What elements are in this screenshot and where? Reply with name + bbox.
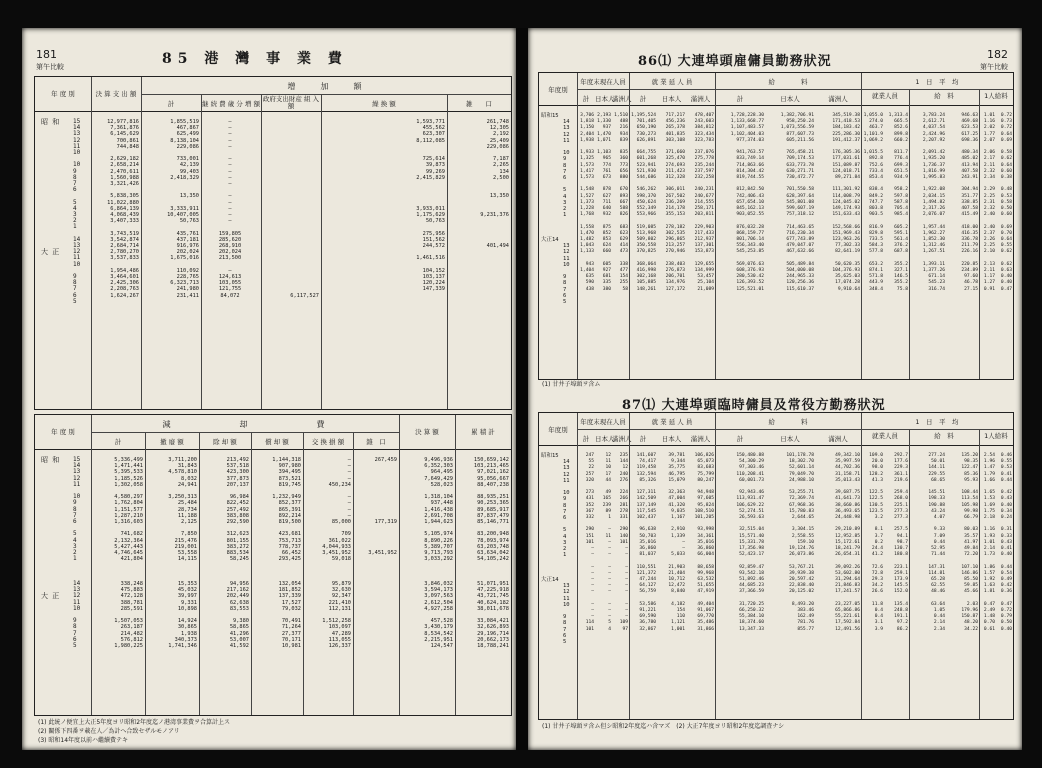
d-working-header: 就業人員 [872, 432, 898, 440]
japanese-header: 日本人 [595, 95, 615, 103]
japanese-header: 日本人 [595, 435, 615, 443]
japanese-header: 日本人 [661, 435, 682, 443]
page-subtitle: 第午比較 [36, 63, 64, 71]
manchurian-header: 滿洲人 [828, 95, 848, 103]
c5-values: 717,217 456,236 265,378 401,835 303,108 371,660 325,470 274,693 211,423 312,328 306,011 267,502 236,269 214,178 355,153 278,182 302,535 296,865 213,257 270,946 238,403 276,873 206,701 134,976 127,172 [665, 113, 685, 292]
footnote: (1) 此統ノ便宜上大正5年度ヨリ昭和2年度迄ノ港湾事業費ヲ合算計上ス [38, 719, 231, 726]
transfer-header: 繰 換 額 [372, 100, 396, 108]
c8-values: 1,382,706.91 958,250.24 1,073,556.59 877,607.73 605,211.56 765,458.21 709,174.53 633,773.78 630,271.71 730,472.77 701,550.58 628,397.64 545,801.08 599,607.19 757,318.12 714,463.65 716,230.34 677,743.89 479,047.07 467,632.66 505,489.84 504,000.08 244,965.33 120,256.36 115,610.37 [780, 113, 814, 292]
manchurian-header: 滿洲人 [690, 435, 711, 443]
c12-values: 3,783.24 2,612.71 4,037.54 2,424.96 2,207.92 2,091.42 1,935.20 1,736.37 1,816.99 1,995.83 1,922.08 2,034.15 1,494.82 2,317.26 2,076.07 1,957.44 1,962.27 1,852.30 1,312.46 1,267.51 1,393.11 1,377.26 671.14 545.23 316.74 [922, 113, 945, 292]
year-labels: 14 13 12 11 10 9 8 7 6 5 4 3 2 1 13 12 11 10 9 8 7 6 5 [563, 119, 570, 306]
repayment-header: 償 却 額 [265, 438, 289, 446]
c6-values: 106,826 65,073 83,683 75,799 80,247 94,948 97,605 95,824 108,510 101,205 93,998 34,361 35,016 36,860 66,004 88,658 99,968 63,532 51,655 47,919 49,404 91,067 69,770 35,486 31,866 [694, 453, 714, 632]
c3-values: 1,510 488 216 934 839 835 360 773 656 880 670 893 667 588 826 683 623 629 414 473 338 477 154 255 58 [614, 113, 628, 292]
c10-values: 1,055.0 274.0 463.7 1,101.9 1,069.2 1,015.5 892.8 752.6 733.4 853.4 838.4 849.2 747.7 803.8 903.5 816.9 829.8 733.5 584.3 577.8 653.2 874.1 571.8 443.9 348.4 [863, 113, 883, 292]
total-header: 計 [736, 95, 744, 103]
manchurian-header: 滿洲人 [690, 95, 711, 103]
annual-header: 年度末現在人員 [580, 78, 626, 86]
settled-header: 決 算 支 出 額 [95, 90, 137, 98]
settled-header: 決 算 額 [415, 428, 439, 436]
manchurian-header: 滿洲人 [612, 95, 632, 103]
c2-values: 12 11 10 17 44 49 165 239 89 1 — 11 — — — — — — — — — — — 5 4 [602, 453, 611, 632]
transfer-values: 1,593,771 455,562 623,307 8,112,085 725,614 39,873 99,269 2,415,829 3,933,011 1,175,629 50,763 275,956 151,562 244,572 1,461,516 104,152 103,137 120,224 147,339 [416, 119, 445, 293]
daily-header: 1 日 平 均 [915, 418, 959, 426]
era-labels: 昭 和 大 正 [41, 456, 60, 601]
table87-footnote: (1) 甘井子埠頭ヲ含ム但シ昭和2年度迄ハ含マズ (2) 大正7年度ヨリ昭和2年度迄調査ナシ [542, 723, 785, 730]
era-labels: 昭和15 大正14 [541, 113, 559, 244]
misc-values: 267,459 177,319 3,451,952 [368, 457, 397, 557]
total-header: 計 [167, 100, 175, 108]
continued-header: 継 続 費 歳 分 増 額 [202, 100, 260, 108]
c14-values: 1.01 1.16 2.02 1.77 2.07 2.06 2.17 2.11 2.32 2.34 2.29 2.25 2.31 2.32 2.40 2.40 2.37 2.26 2.25 2.10 2.13 2.11 1.17 1.27 0.91 [983, 113, 995, 292]
decrease-header: 減 却 費 [162, 420, 328, 429]
depreciation-values: 3,711,200 31,843 4,578,810 8,032 24,941 3,250,313 25,484 28,734 11,188 2,125 7,850 215,476 219,001 53,558 14,115 15,353 45,032 39,997 9,331 10,898 14,924 30,865 1,938 340,373 1,741,346 [168, 457, 197, 650]
manchurian-header: 滿洲人 [612, 435, 632, 443]
c6-values: 478,407 243,603 384,812 323,434 323,783 237,076 275,778 235,244 237,597 232,258 240,231 240,677 214,555 258,171 203,811 229,903 217,433 212,937 137,301 153,873 129,655 134,999 53,457 25,104 21,089 [694, 113, 714, 292]
year-header: 年 度 別 [51, 428, 75, 436]
exchange-values: — — — — 450,234 — — — — 85,000 709 361,022 4,044,933 3,451,952 59,018 95,879 32,630 92,347 221,410 112,131 1,512,258 103,097 47,289 113,055 126,337 [322, 457, 351, 650]
table87 [538, 412, 1014, 720]
table-title: 85 港 灣 事 業 費 [162, 51, 348, 67]
total-header: 計 [639, 435, 647, 443]
cumulative-header: 累 積 計 [471, 428, 495, 436]
gov-funds-header: 政府支出財産 組 入 額 [262, 95, 320, 110]
total-header: 計 [639, 95, 647, 103]
c15-values: 0.72 0.73 0.72 0.64 0.69 0.58 0.62 0.64 0.60 0.38 0.48 0.53 0.58 0.50 0.60 0.69 0.70 0.64 0.55 0.62 0.62 0.63 0.40 0.40 0.47 [1000, 113, 1012, 292]
gov-funds-values: 6,117,527 [290, 292, 319, 299]
per-person-header: 1人給料 [984, 92, 1008, 100]
table87-title: 87⑴ 大連埠頭臨時傭員及常役方勤務狀況 [622, 398, 886, 413]
removal-header: 除 却 額 [213, 438, 237, 446]
c11-values: 1,313.4 665.5 852.6 899.8 660.2 811.7 776.4 699.3 651.5 934.9 958.2 597.8 587.8 705.4 985.4 605.2 595.1 561.4 376.2 687.8 355.2 327.1 146.5 355.2 75.8 [888, 113, 908, 292]
page-number: 182 [987, 48, 1008, 61]
total-header: 計 [582, 435, 590, 443]
year-labels: 15 14 13 12 11 10 10 9 8 7 6 5 4 3 2 1 14 13 12 11 10 9 8 7 6 5 [73, 118, 81, 305]
misc-header: 雜 口 [366, 438, 386, 446]
total-values: 1,855,519 467,867 625,499 8,138,104 229,086 733,001 42,139 99,403 2,418,329 13,350 3,333,911 10,407,005 50,763 435,761 437,181 916,976 202,024 1,675,016 110,092 228,765 6,323,713 241,980 231,411 [167, 119, 199, 299]
c13-values: 946.63 469.68 623.53 617.25 698.36 480.34 485.02 413.94 407.58 243.91 304.94 351.77 338.85 407.58 415.49 418.00 416.35 336.78 211.79 226.16 220.85 234.89 97.60 46.78 27.15 [961, 113, 978, 292]
japanese-header: 日本人 [661, 95, 682, 103]
total-header: 計 [736, 435, 744, 443]
continued-values: — — — — — — — — — — — — — — — 159,805 285,620 268,910 202,024 213,500 — 124,613 103,055 121,755 84,072 [218, 119, 242, 299]
c1-values: 247 55 22 257 320 273 431 352 367 332 290 151 101 — — — — — — — — — — 114 101 [585, 453, 594, 632]
c8-values: 101,178.78 18,302.70 52,601.14 79,049.70 24,988.10 53,255.71 72,369.74 67,968.36 15,780.83 2,644.65 3,304.15 2,558.55 159.10 19,124.76 26,073.86 53,767.21 39,939.38 20,597.42 22,838.40 20,125.02 8,493.20 383.46 162.49 781.76 855.77 [786, 453, 814, 632]
c2-values: 2,193 1,330 937 1,470 1,071 1,103 965 774 761 673 878 627 711 640 932 875 852 853 624 660 605 927 681 335 380 [597, 113, 611, 292]
upper-table [34, 76, 512, 410]
lower-table [34, 414, 512, 716]
misc-values: 261,748 12,305 2,192 25,409 229,086 7,187 2,265 134 2,500 13,350 9,231,376 401,494 [480, 119, 509, 250]
total-header: 計 [114, 438, 122, 446]
c10-values: 109.0 20.0 98.0 128.2 41.3 122.5 122.5 130.5 123.5 3.2 8.1 3.7 0.2 24.4 41.2 72.6 72.8 29.3 34.2 26.6 11.8 0.4 0.4 3.1 3.9 [869, 453, 883, 632]
c13-values: 135.20 98.35 122.47 85.36 95.93 108.44 113.54 105.98 99.98 66.79 80.03 35.57 41.97 49.84 72.20 107.10 146.86 85.50 59.85 45.66 2.03 179.96 150.87 48.20 34.22 [961, 453, 978, 632]
d-wages-header: 給 料 [934, 432, 954, 440]
left-page [22, 28, 516, 750]
c9-values: 345,519.38 171,418.53 184,183.42 225,286.30 191,412.37 176,305.36 177,031.61 151,089.87 124,018.71 89,271.84 111,301.92 114,008.79 124,045.02 149,174.93 151,633.43 152,568.66 151,969.43 123,963.26 77,302.33 82,641.19 50,620.35 104,376.93 35,625.03 17,074.28 9,910.64 [832, 113, 860, 292]
d-working-header: 就業人員 [872, 92, 898, 100]
cumulative-values: 150,659,142 103,213,465 97,021,162 95,056,667 88,407,238 88,935,251 90,253,365 89,685,917 87,837,479 85,146,771 83,200,948 78,093,974 63,203,748 63,634,042 54,105,242 51,071,951 47,225,918 43,721,745 40,624,182 38,011,678 33,084,421 32,626,893 29,196,714 20,662,173 18,788,241 [473, 457, 509, 650]
header-rule [141, 94, 511, 95]
c7-values: 150,480.88 54,300.29 97,303.46 110,208.41 60,001.73 92,943.46 113,931.47 106,629.22 52,274.51 26,593.63 32,515.04 15,571.40 15,331.78 17,356.98 52,423.17 92,859.47 93,542.18 51,892.46 44,685.23 37,366.59 31,720.25 66,250.32 55,384.10 18,374.60 13,347.33 [736, 453, 764, 632]
repayment-values: 1,144,318 907,980 394,495 873,521 819,745 1,232,949 852,377 865,391 892,214 819,500 423,681 753,713 778,737 66,452 293,425 132,054 181,852 137,339 17,527 79,032 70,491 71,264 27,377 70,171 10,981 [272, 457, 301, 650]
era-labels: 昭 和 大 正 [41, 118, 60, 257]
page-subtitle: 第午比較 [980, 63, 1008, 71]
footnote: (2) 關係下四番ヲ載在人／為計へ合致セザルモノアリ [38, 728, 180, 735]
table86-title: 86⑴ 大連埠頭雇傭員勤務狀況 [638, 54, 832, 69]
year-header: 年 度 別 [51, 90, 75, 98]
table86 [538, 72, 1014, 380]
c5-values: 39,781 9,344 35,775 46,795 15,079 32,363 47,004 41,320 9,035 1,167 2,910 1,339 — — 5,033 21,903 21,404 10,712 12,472 8,840 4,182 154 110 1,121 1,001 [668, 453, 685, 632]
d-wages-header: 給 料 [934, 92, 954, 100]
c1-values: 3,706 1,818 1,150 2,404 1,938 1,933 1,325 1,573 1,417 1,573 1,548 1,527 1,373 1,228 1,768 1,558 1,470 1,482 1,043 1,133 943 1,404 635 590 438 [580, 113, 594, 292]
c3-values: 235 144 12 240 276 224 266 281 278 331 290 140 101 — — — — — — — — — — 109 97 [619, 453, 628, 632]
c14-values: 2.54 1.96 1.47 1.79 1.66 1.65 1.53 1.69 1.75 2.18 1.16 1.93 1.01 2.14 1.73 1.86 1.57 1.92 1.63 1.81 0.47 2.49 1.48 0.70 0.61 [983, 453, 995, 632]
japanese-header: 日本人 [780, 95, 800, 103]
settled-values: 9,496,936 6,352,303 964,495 7,649,429 528,023 1,318,104 937,448 1,416,438 2,691,708 1,944,623 5,105,974 8,890,226 5,389,707 9,713,793 3,033,292 3,846,032 3,594,173 3,097,563 2,612,504 4,927,258 457,528 3,430,179 8,534,542 2,215,951 124,547 [424, 457, 453, 650]
c7-values: 1,728,228.30 1,133,668.77 1,107,483.57 1,102,404.03 977,374.03 941,763.57 833,749.14 714,863.66 814,304.42 819,744.55 812,842.50 742,406.43 657,654.10 845,162.13 903,052.55 876,032.28 868,159.77 801,706.14 556,343.40 545,253.85 569,076.63 608,376.93 280,530.42 126,393.52 125,521.01 [730, 113, 764, 292]
year-labels: 15 14 13 12 11 10 9 8 7 6 5 4 3 2 1 14 13 12 11 10 9 8 7 6 5 [73, 456, 81, 650]
page-number: 181 [36, 48, 57, 61]
c11-values: 292.7 177.6 229.3 361.1 219.6 259.4 268.0 225.1 277.3 277.3 257.5 94.1 98.7 130.7 180.8 223.1 259.1 173.9 145.5 152.0 135.4 248.8 191.1 97.2 86.2 [894, 453, 908, 632]
total-values: 5,336,499 1,471,441 5,395,533 1,185,526 1,302,058 4,580,297 1,762,804 1,151,577 1,287,210 1,316,603 741,682 2,132,364 5,427,443 4,746,645 421,804 338,248 475,883 472,128 388,781 285,591 1,507,053 263,187 214,482 576,812 1,980,225 [114, 457, 143, 650]
working-header: 就 業 延 人 員 [651, 78, 693, 86]
header-rule [577, 89, 1013, 90]
c4-values: 1,195,524 701,405 650,190 730,273 626,891 664,755 601,268 523,941 521,930 544,686 546,262 598,370 450,624 552,349 553,966 519,085 513,968 509,802 350,558 370,825 368,064 416,998 302,168 105,885 148,261 [631, 113, 656, 292]
total-header: 計 [582, 95, 590, 103]
book-fold [516, 28, 528, 750]
right-page [528, 28, 1022, 750]
era-labels: 昭和15 大正14 [541, 453, 559, 584]
c12-values: 277.24 50.01 144.11 229.55 68.65 145.51 198.33 190.88 43.24 4.07 9.33 7.09 0.44 52.95 71.44 147.31 114.81 65.28 62.55 48.46 63.64 1.05 0.44 2.14 2.34 [928, 453, 945, 632]
header-rule [577, 429, 1013, 430]
depreciation-header: 撤 廢 額 [160, 438, 184, 446]
year-labels: 14 13 12 11 10 9 8 7 6 5 4 3 2 1 13 12 11 10 9 8 7 6 5 [563, 459, 570, 646]
table86-footnote: (1) 甘井子埠頭ヲ含ム [542, 381, 601, 388]
manchurian-header: 滿洲人 [828, 435, 848, 443]
exchange-header: 交 換 損 額 [311, 438, 345, 446]
year-header: 年度別 [548, 86, 568, 94]
wages-header: 給 料 [768, 78, 808, 86]
wages-header: 給 料 [768, 418, 808, 426]
annual-header: 年度末現在人員 [580, 418, 626, 426]
settled-values: 12,977,816 7,361,876 6,145,629 700,861 744,848 2,629,182 2,658,214 2,470,611 1,560,988 3,321,426 5,838,305 11,022,880 6,864,139 4,068,439 3,407,333 3,743,519 3,542,874 2,684,714 2,780,270 3,537,833 1,954,486 3,464,601 2,425,306 2,208,763 1,624,267 [107, 119, 139, 299]
removal-values: 213,492 537,518 423,300 377,873 207,137 96,984 822,452 257,492 383,808 292,590 312,623 801,155 383,272 883,534 58,245 94,956 217,162 202,449 62,638 83,553 9,380 58,865 41,296 53,007 41,592 [226, 457, 249, 650]
year-header: 年度別 [548, 426, 568, 434]
per-person-header: 1人給料 [984, 432, 1008, 440]
working-header: 就 業 延 人 員 [651, 418, 693, 426]
footnote: (3) 昭和14年度以前ハ繼續費テキ [38, 737, 129, 744]
c4-values: 141,607 74,417 119,458 132,594 85,326 127,311 142,509 137,149 117,545 102,437 96,638 50,703 35,016 36,860 81,037 110,551 121,372 47,244 64,127 56,759 53,586 91,221 69,590 36,780 32,867 [636, 453, 656, 632]
daily-header: 1 日 平 均 [915, 78, 959, 86]
increase-header: 增 加 額 [287, 82, 365, 91]
misc-header: 雑 口 [466, 100, 492, 108]
c15-values: 0.46 0.55 0.53 0.41 0.44 0.42 0.43 0.40 0.34 0.24 0.31 0.33 0.43 0.41 0.40 0.44 0.54 0.49 0.42 0.36 0.47 0.72 0.79 0.50 0.40 [1000, 453, 1012, 632]
japanese-header: 日本人 [780, 435, 800, 443]
c9-values: 49,342.10 35,997.59 44,702.36 31,158.71 35,013.43 39,687.75 41,641.73 38,660.86 36,493.65 24,448.98 29,210.89 12,952.85 15,172.61 18,241.79 26,654.31 39,092.26 53,602.80 31,294.64 21,846.83 17,241.57 23,227.05 65,866.86 55,221.61 17,592.84 12,491.56 [835, 453, 860, 632]
